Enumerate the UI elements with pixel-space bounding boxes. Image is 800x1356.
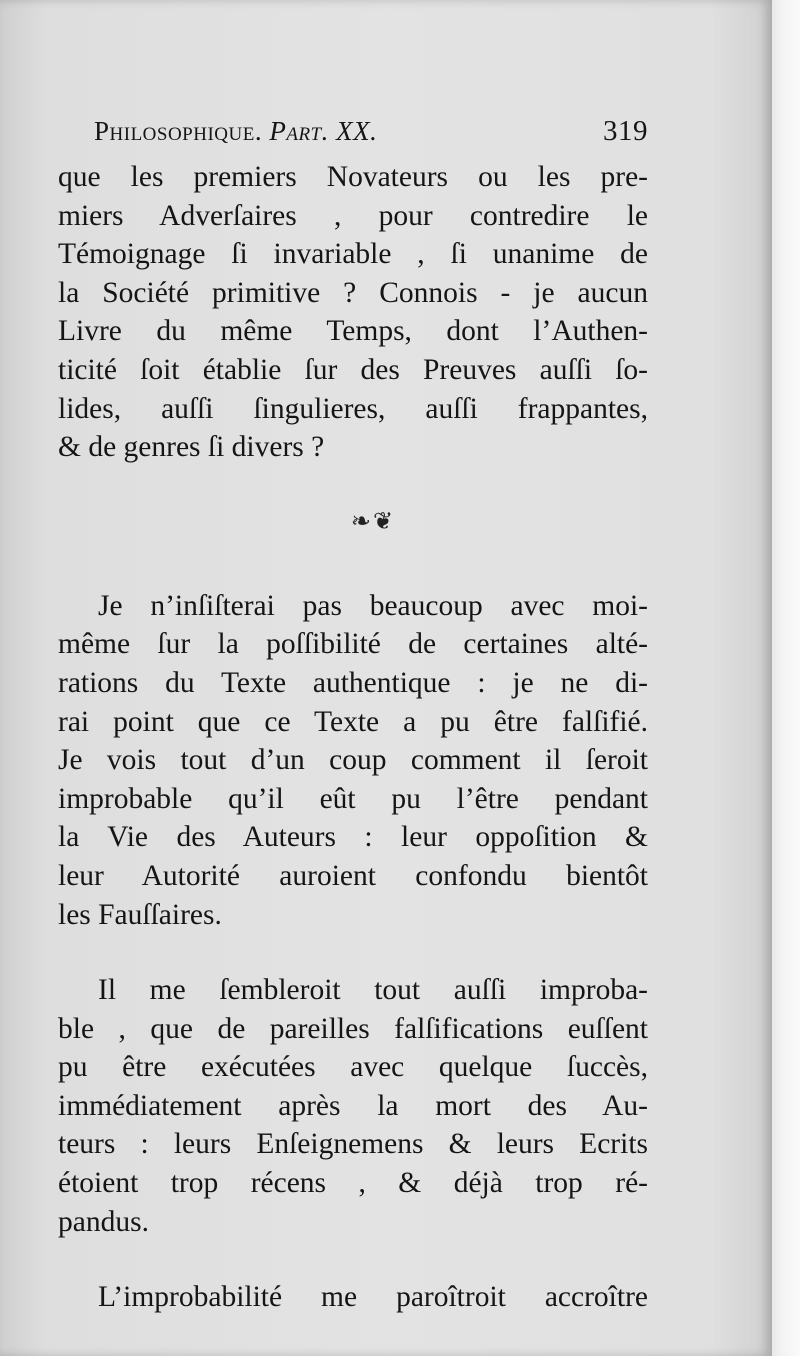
text-line: leur Autorité auroient confondu bientôt	[58, 859, 648, 892]
text-line: les Fauſſaires.	[58, 898, 222, 931]
paragraph-gap	[58, 1241, 648, 1278]
text-line: rai point que ce Texte a pu être falſifié.	[58, 705, 648, 738]
text-line: ticité ſoit établie ſur des Preuves auſſi ſo-	[58, 353, 648, 386]
text-line: L’improbabilité me paroîtroit accroître	[98, 1281, 648, 1314]
text-line: improbable qu’il eût pu l’être pendant	[58, 782, 648, 815]
text-line: teurs : leurs Enſeignemens & leurs Ecrits	[58, 1128, 648, 1161]
paragraph-3	[58, 971, 648, 1241]
text-line: immédiatement après la mort des Au-	[58, 1089, 648, 1122]
text-line: que les premiers Novateurs ou les pre-	[58, 161, 648, 193]
text-line: & de genres ſi divers ?	[58, 431, 325, 464]
page-text-block	[58, 112, 648, 1317]
text-line: pu être exécutées avec quelque ſuccès,	[58, 1051, 648, 1084]
paragraph-4	[58, 1278, 648, 1317]
text-line: ble , que de pareilles falſifications euſſent	[58, 1012, 648, 1045]
text-line: même ſur la poſſibilité de certaines alté-	[58, 628, 648, 661]
page-edge	[772, 0, 800, 1356]
text-line: miers Adverſaires , pour contredire le	[58, 199, 648, 232]
text-line: la Vie des Auteurs : leur oppoſition &	[58, 821, 648, 854]
paragraph-1	[58, 158, 648, 467]
text-line: Il me ſembleroit tout auſſi improba-	[98, 974, 648, 1007]
page-number: 319	[603, 115, 648, 147]
text-line: étoient trop récens , & déjà trop ré-	[58, 1167, 648, 1200]
text-line: Témoignage ſi invariable , ſi unanime de	[58, 238, 648, 271]
running-head	[58, 112, 648, 158]
running-head-part: Part. XX.	[269, 116, 378, 146]
paragraph-gap	[58, 934, 648, 971]
text-line: Je n’inſiſterai pas beaucoup avec moi-	[98, 589, 648, 622]
text-line: Livre du même Temps, dont l’Authen-	[58, 315, 648, 348]
text-line: rations du Texte authentique : je ne di-	[58, 666, 648, 699]
fleuron-ornament: ❧❦	[350, 508, 396, 535]
running-head-title: Philosophique.	[94, 116, 263, 146]
text-line: la Société primitive ? Connois - je aucun	[58, 276, 648, 309]
paragraph-2	[58, 587, 648, 934]
text-line: lides, auſſi ſingulieres, auſſi frappantes,	[58, 392, 648, 425]
text-line: Je vois tout d’un coup comment il ſeroit	[58, 744, 648, 777]
text-line: pandus.	[58, 1205, 149, 1238]
